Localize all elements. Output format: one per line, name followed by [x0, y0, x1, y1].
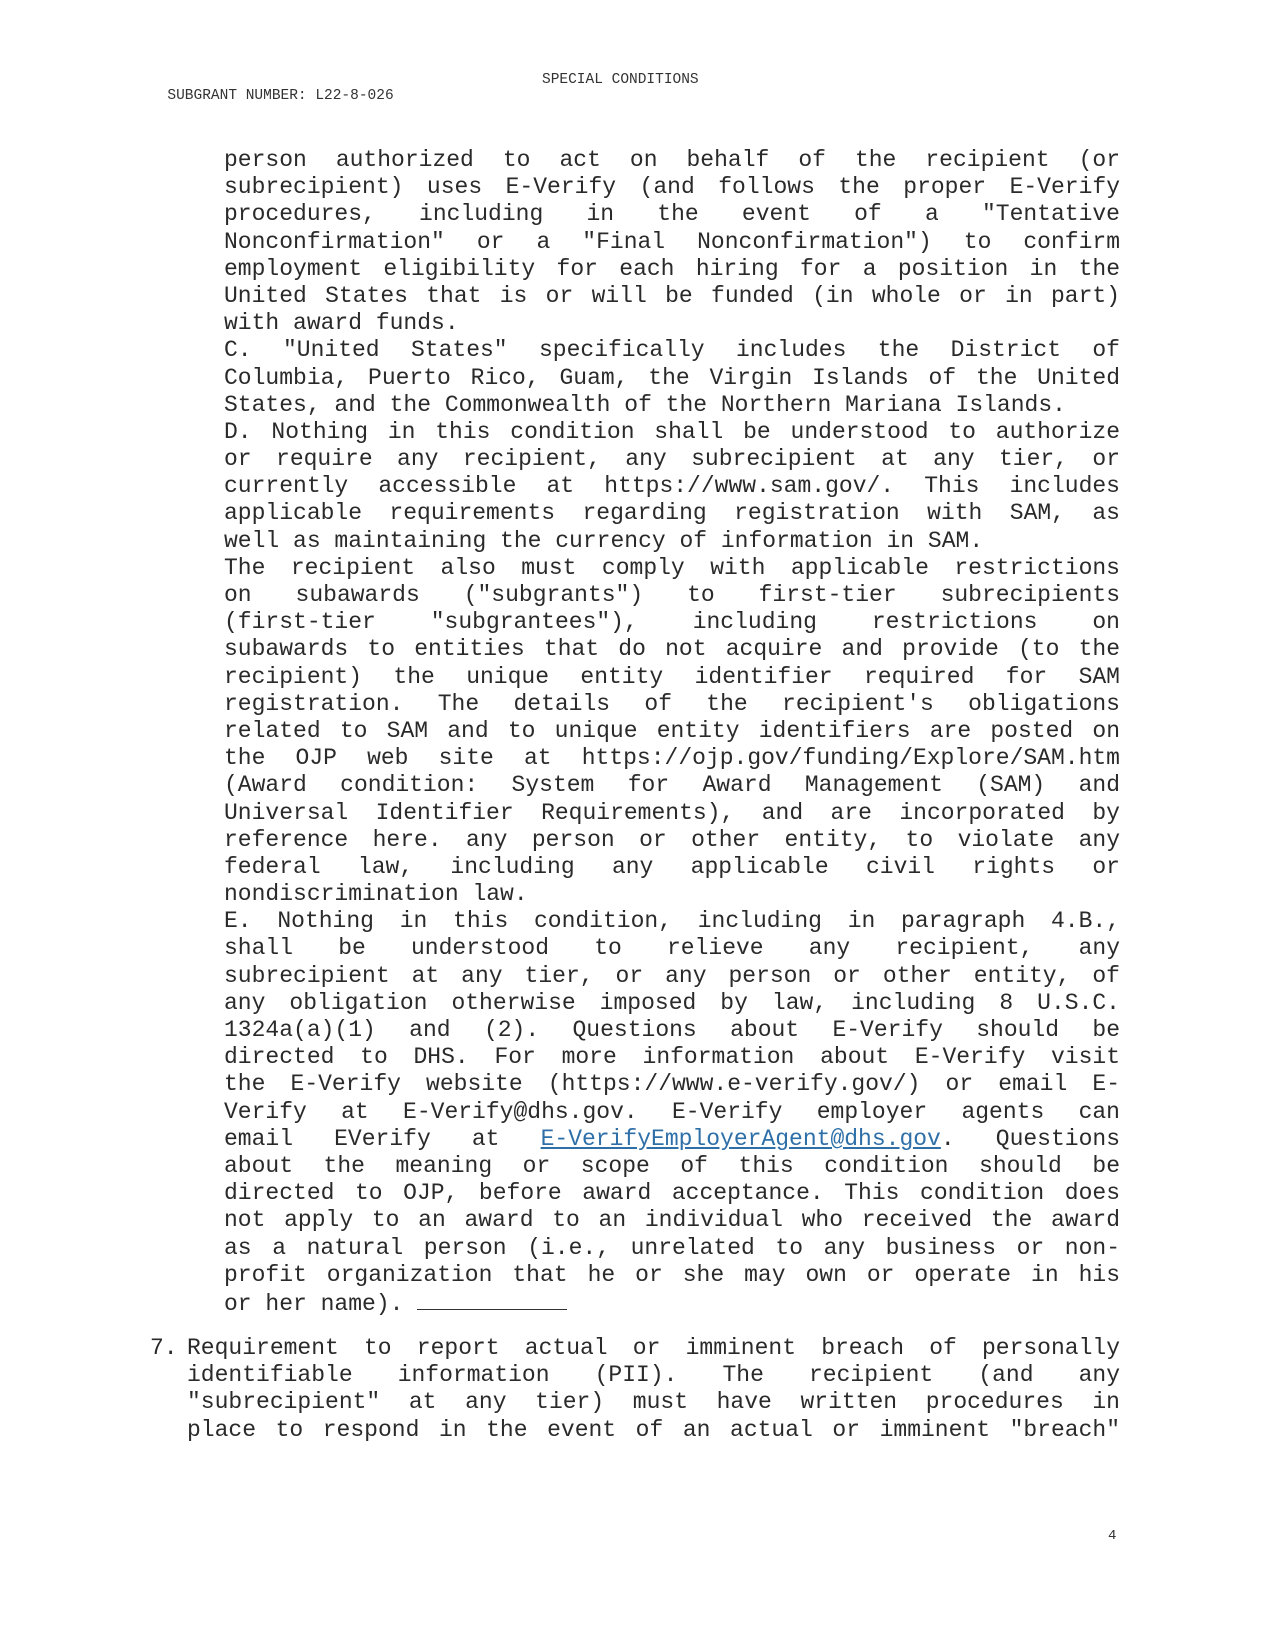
text-line: person authorized to act on behalf of the recipient (or [224, 147, 1120, 173]
text-line: subawards to entities that do not acquire and provide (to the [224, 636, 1120, 663]
item-number: 7. [150, 1335, 178, 1361]
text-line: Columbia, Puerto Rico, Guam, the Virgin Islands of the United [224, 364, 1120, 391]
text-line: (first-tier "subgrantees"), including restrictions on [224, 609, 1120, 636]
text-line: (Award condition: System for Award Management (SAM) and [224, 772, 1120, 799]
text-line: employment eligibility for each hiring for a position in the [224, 255, 1120, 282]
condition-body [224, 147, 1120, 1316]
text-line: directed to DHS. For more information about E-Verify visit [224, 1044, 1120, 1071]
text-line: the E-Verify website (https://www.e-verify.gov/) or email E- [224, 1071, 1120, 1098]
subgrant-number: SUBGRANT NUMBER: L22-8-026 [167, 88, 394, 104]
page-number: 4 [1108, 1528, 1117, 1544]
text-line: Verify at E-Verify@dhs.gov. E-Verify employer agents can [224, 1098, 1120, 1125]
text-line: not apply to an award to an individual who received the award [224, 1207, 1120, 1234]
text-line: nondiscrimination law. [224, 881, 528, 908]
text-line: "subrecipient" at any tier) must have written procedures in [187, 1389, 1120, 1416]
text-line: identifiable information (PII). The recipient (and any [187, 1362, 1120, 1389]
text-line: States, and the Commonwealth of the Northern Mariana Islands. [224, 391, 1066, 418]
text-line: any obligation otherwise imposed by law, including 8 U.S.C. [224, 989, 1120, 1016]
text-line: the OJP web site at https://ojp.gov/funding/Explore/SAM.htm [224, 745, 1120, 772]
text-line: related to SAM and to unique entity identifiers are posted on [224, 717, 1120, 744]
text-line: Universal Identifier Requirements), and are incorporated by [224, 799, 1120, 826]
text-line: E. Nothing in this condition, including in paragraph 4.B., [224, 908, 1120, 935]
text-line: directed to OJP, before award acceptance. This condition does [224, 1180, 1120, 1207]
text-line: 1324a(a)(1) and (2). Questions about E-Verify should be [224, 1017, 1120, 1043]
text-line: recipient) the unique entity identifier required for SAM [224, 663, 1120, 690]
text-line: federal law, including any applicable civil rights or [224, 853, 1120, 880]
text-line: currently accessible at https://www.sam.gov/. This includes [224, 473, 1120, 500]
text-line: D. Nothing in this condition shall be understood to authorize [224, 418, 1120, 445]
page-header [150, 72, 699, 120]
text-line: procedures, including in the event of a "Tentative [224, 201, 1120, 228]
text-line-with-link: email EVerify at E-VerifyEmployerAgent@dhs.gov. Questions [224, 1125, 1121, 1152]
text-line: profit organization that he or she may own or operate in his [224, 1261, 1120, 1288]
text-line: subrecipient at any tier, or any person or other entity, of [224, 962, 1120, 989]
everify-agent-email-link[interactable]: E-VerifyEmployerAgent@dhs.gov [540, 1125, 941, 1152]
text-line: reference here. any person or other entity, to violate any [224, 826, 1120, 853]
text-line: subrecipient) uses E-Verify (and follows the proper E-Verify [224, 174, 1120, 201]
text-line: United States that is or will be funded (in whole or in part) [224, 282, 1120, 309]
text-line: about the meaning or scope of this condition should be [224, 1152, 1120, 1179]
text-line: on subawards ("subgrants") to first-tier subrecipients [224, 582, 1120, 608]
text-line: shall be understood to relieve any recipient, any [224, 935, 1120, 962]
text-line: Requirement to report actual or imminent breach of personally [187, 1335, 1120, 1361]
condition-item-7 [150, 1335, 1120, 1444]
text-line: place to respond in the event of an actual or imminent "breach" [187, 1416, 1120, 1443]
header-title: SPECIAL CONDITIONS [542, 72, 699, 88]
text-line: The recipient also must comply with applicable restrictions [224, 554, 1120, 581]
text-line: as a natural person (i.e., unrelated to any business or non- [224, 1234, 1120, 1261]
text-line: applicable requirements regarding registration with SAM, as [224, 500, 1120, 527]
text-line: registration. The details of the recipient's obligations [224, 690, 1120, 717]
text-line: Nonconfirmation" or a "Final Nonconfirmation") to confirm [224, 228, 1120, 255]
text-line: with award funds. [224, 310, 459, 337]
text-line: or require any recipient, any subrecipient at any tier, or [224, 446, 1120, 473]
text-line: well as maintaining the currency of information in SAM. [224, 527, 984, 554]
initials-blank [417, 1289, 567, 1310]
text-line: C. "United States" specifically includes the District of [224, 337, 1120, 364]
text-line-final: or her name). [224, 1289, 1120, 1316]
